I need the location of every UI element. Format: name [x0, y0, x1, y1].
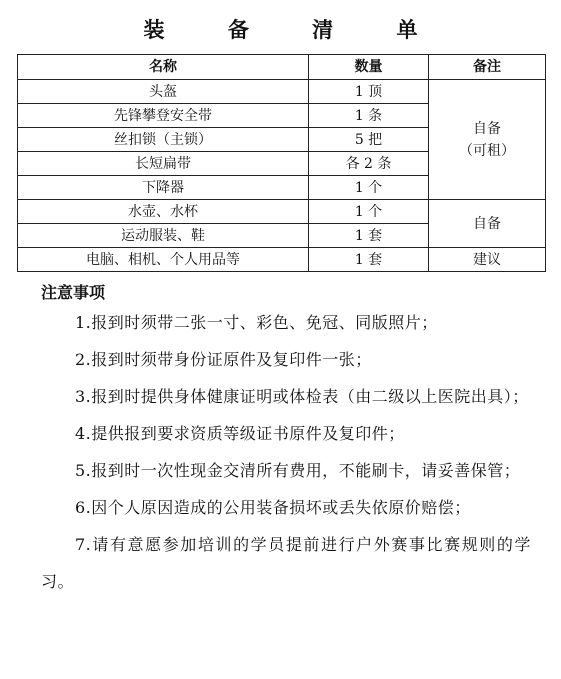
- item-qty: 1 个: [309, 176, 429, 200]
- note-item: 1.报到时须带二张一寸、彩色、免冠、同版照片；: [75, 313, 438, 332]
- note-item: 6.因个人原因造成的公用装备损坏或丢失依原价赔偿；: [75, 498, 471, 517]
- notes-list: [41, 304, 531, 600]
- note-item: 7.请有意愿参加培训的学员提前进行户外赛事比赛规则的学习。: [41, 535, 531, 591]
- item-qty: 各 2 条: [309, 152, 429, 176]
- table-row: [18, 248, 546, 272]
- item-qty: 1 套: [309, 224, 429, 248]
- item-name: 电脑、相机、个人用品等: [18, 248, 309, 272]
- item-qty: 1 套: [309, 248, 429, 272]
- item-name: 头盔: [18, 80, 309, 104]
- note-line: 自备: [473, 120, 501, 137]
- note-item: 2.报到时须带身份证原件及复印件一张；: [75, 350, 372, 369]
- document-title: 装 备 清 单: [143, 17, 446, 42]
- item-qty: 5 把: [309, 128, 429, 152]
- note-line: （可租）: [459, 142, 515, 159]
- equipment-table: [17, 54, 546, 272]
- item-name: 运动服装、鞋: [18, 224, 309, 248]
- notes-heading: 注意事项: [41, 283, 106, 302]
- header-note: 备注: [429, 55, 546, 80]
- item-name: 水壶、水杯: [18, 200, 309, 224]
- item-qty: 1 顶: [309, 80, 429, 104]
- item-qty: 1 个: [309, 200, 429, 224]
- item-name: 先锋攀登安全带: [18, 104, 309, 128]
- note-self-prepared-rentable: [429, 80, 546, 200]
- item-name: 丝扣锁（主锁）: [18, 128, 309, 152]
- table-header-row: [18, 55, 546, 80]
- note-self-prepared: 自备: [429, 200, 546, 248]
- note-suggested: 建议: [429, 248, 546, 272]
- header-name: 名称: [18, 55, 309, 80]
- note-item: 3.报到时提供身体健康证明或体检表（由二级以上医院出具）；: [75, 387, 529, 406]
- item-name: 下降器: [18, 176, 309, 200]
- table-row: [18, 80, 546, 104]
- item-qty: 1 条: [309, 104, 429, 128]
- item-name: 长短扁带: [18, 152, 309, 176]
- note-item: 5.报到时一次性现金交清所有费用，不能刷卡，请妥善保管；: [75, 461, 521, 480]
- header-qty: 数量: [309, 55, 429, 80]
- note-item: 4.提供报到要求资质等级证书原件及复印件；: [75, 424, 405, 443]
- table-row: [18, 200, 546, 224]
